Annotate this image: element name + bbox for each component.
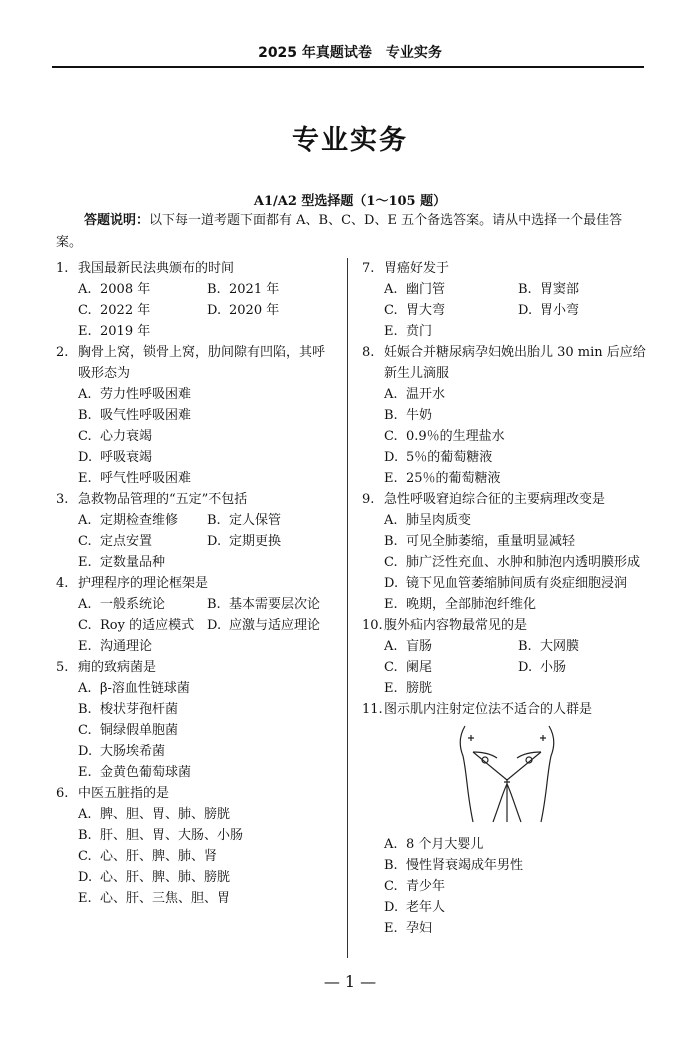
option-text: 5％的葡萄糖液 bbox=[406, 450, 493, 465]
answer-option bbox=[78, 426, 336, 447]
option-letter: B. bbox=[518, 639, 532, 654]
question-stem: 护理程序的理论框架是 bbox=[78, 576, 209, 591]
header-rule bbox=[52, 66, 644, 68]
question bbox=[56, 657, 336, 783]
answer-option bbox=[207, 615, 336, 636]
question-number: 11. bbox=[362, 702, 383, 717]
option-letter: D. bbox=[78, 870, 93, 885]
injection-site-figure bbox=[457, 722, 557, 824]
option-text: 胃窦部 bbox=[540, 282, 580, 297]
option-text: 晚期，全部肺泡纤维化 bbox=[406, 597, 537, 612]
question-stem: 胸骨上窝，锁骨上窝，肋间隙有凹陷，其呼吸形态为 bbox=[78, 345, 326, 381]
answer-option bbox=[518, 636, 652, 657]
section-heading: A1/A2 型选择题（1～105 题） bbox=[253, 194, 447, 209]
option-text: 定点安置 bbox=[100, 534, 153, 549]
option-text: 2008 年 bbox=[100, 282, 151, 297]
option-letter: D. bbox=[78, 450, 93, 465]
option-text: 贲门 bbox=[406, 324, 433, 339]
option-letter: C. bbox=[384, 555, 398, 570]
question-stem: 胃癌好发于 bbox=[384, 261, 450, 276]
instructions-lead: 答题说明： bbox=[84, 213, 150, 228]
option-text: 吸气性呼吸困难 bbox=[100, 408, 192, 423]
option-letter: E. bbox=[78, 471, 92, 486]
option-text: 青少年 bbox=[406, 879, 446, 894]
question-number: 1. bbox=[56, 261, 69, 276]
question-stem: 腹外疝内容物最常见的是 bbox=[384, 618, 528, 633]
option-text: 2020 年 bbox=[229, 303, 280, 318]
option-letter: E. bbox=[78, 765, 92, 780]
answer-option bbox=[78, 762, 336, 783]
option-letter: E. bbox=[78, 555, 92, 570]
question-stem: 急救物品管理的“五定”不包括 bbox=[78, 492, 248, 507]
option-text: 肺呈肉质变 bbox=[406, 513, 472, 528]
answer-option bbox=[78, 741, 336, 762]
answer-option bbox=[78, 594, 207, 615]
option-letter: B. bbox=[78, 702, 92, 717]
option-letter: C. bbox=[78, 723, 92, 738]
answer-option bbox=[78, 867, 336, 888]
option-text: 大网膜 bbox=[540, 639, 580, 654]
option-text: 小肠 bbox=[540, 660, 567, 675]
answer-option bbox=[78, 678, 336, 699]
option-letter: B. bbox=[78, 408, 92, 423]
option-letter: C. bbox=[78, 849, 92, 864]
option-text: 梭状芽孢杆菌 bbox=[100, 702, 179, 717]
question-number: 9. bbox=[362, 492, 375, 507]
answer-option bbox=[78, 825, 336, 846]
answer-option bbox=[384, 876, 652, 897]
answer-option bbox=[384, 426, 652, 447]
question-stem: 中医五脏指的是 bbox=[78, 786, 170, 801]
answer-option bbox=[207, 531, 336, 552]
answer-option bbox=[78, 405, 336, 426]
option-text: 大肠埃希菌 bbox=[100, 744, 166, 759]
option-letter: B. bbox=[207, 597, 221, 612]
answer-option bbox=[384, 279, 518, 300]
option-letter: B. bbox=[207, 513, 221, 528]
option-text: 肝、胆、胃、大肠、小肠 bbox=[100, 828, 244, 843]
question bbox=[56, 342, 336, 489]
question-number: 2. bbox=[56, 345, 69, 360]
option-text: 胃小弯 bbox=[540, 303, 580, 318]
question-stem: 我国最新民法典颁布的时间 bbox=[78, 261, 235, 276]
option-letter: C. bbox=[384, 660, 398, 675]
answer-option bbox=[78, 720, 336, 741]
option-text: 定期更换 bbox=[229, 534, 282, 549]
option-text: 脾、胆、胃、肺、膀胱 bbox=[100, 807, 231, 822]
answer-option bbox=[78, 321, 336, 342]
answer-option bbox=[78, 552, 336, 573]
question-stem: 妊娠合并糖尿病孕妇娩出胎儿 30 min 后应给新生儿滴服 bbox=[384, 345, 646, 381]
option-text: 心、肝、三焦、胆、胃 bbox=[100, 891, 231, 906]
option-letter: E. bbox=[384, 324, 398, 339]
question bbox=[362, 699, 652, 939]
option-letter: B. bbox=[518, 282, 532, 297]
question-number: 8. bbox=[362, 345, 375, 360]
running-header: 2025 年真题试卷 专业实务 bbox=[258, 45, 442, 61]
option-letter: A. bbox=[78, 681, 92, 696]
answer-option bbox=[207, 594, 336, 615]
option-text: 盲肠 bbox=[406, 639, 433, 654]
question bbox=[56, 573, 336, 657]
option-letter: B. bbox=[384, 408, 398, 423]
answer-option bbox=[78, 384, 336, 405]
option-text: 2019 年 bbox=[100, 324, 151, 339]
answer-option bbox=[384, 594, 652, 615]
option-letter: B. bbox=[78, 828, 92, 843]
answer-option bbox=[78, 699, 336, 720]
option-text: 肺广泛性充血、水肿和肺泡内透明膜形成 bbox=[406, 555, 641, 570]
answer-option bbox=[78, 279, 207, 300]
answer-option bbox=[384, 384, 652, 405]
answer-option bbox=[207, 300, 336, 321]
option-text: 可见全肺萎缩，重量明显减轻 bbox=[406, 534, 576, 549]
option-letter: A. bbox=[78, 387, 92, 402]
option-text: 2022 年 bbox=[100, 303, 151, 318]
option-text: 劳力性呼吸困难 bbox=[100, 387, 192, 402]
answer-option bbox=[78, 300, 207, 321]
option-text: 一般系统论 bbox=[100, 597, 166, 612]
answer-option bbox=[207, 279, 336, 300]
answer-option bbox=[384, 405, 652, 426]
option-letter: E. bbox=[78, 891, 92, 906]
answer-option bbox=[384, 447, 652, 468]
option-text: 胃大弯 bbox=[406, 303, 446, 318]
answer-option bbox=[384, 897, 652, 918]
option-text: 铜绿假单胞菌 bbox=[100, 723, 179, 738]
option-letter: A. bbox=[78, 513, 92, 528]
option-text: 镜下见血管萎缩肺间质有炎症细胞浸润 bbox=[406, 576, 628, 591]
option-text: 定数量品种 bbox=[100, 555, 166, 570]
answer-option bbox=[384, 855, 652, 876]
left-column bbox=[56, 258, 336, 909]
option-letter: C. bbox=[384, 429, 398, 444]
option-text: 膀胱 bbox=[406, 681, 433, 696]
question-stem: 痈的致病菌是 bbox=[78, 660, 157, 675]
option-text: Roy 的适应模式 bbox=[100, 618, 195, 633]
answer-option bbox=[384, 510, 652, 531]
option-text: β-溶血性链球菌 bbox=[100, 681, 190, 696]
option-letter: C. bbox=[384, 303, 398, 318]
question bbox=[362, 489, 652, 615]
option-text: 定人保管 bbox=[229, 513, 282, 528]
page-number: — 1 — bbox=[323, 972, 377, 991]
question-stem: 急性呼吸窘迫综合征的主要病理改变是 bbox=[384, 492, 606, 507]
option-text: 慢性肾衰竭成年男性 bbox=[406, 858, 524, 873]
option-text: 心力衰竭 bbox=[100, 429, 153, 444]
option-letter: D. bbox=[207, 618, 222, 633]
option-letter: C. bbox=[78, 618, 92, 633]
option-letter: E. bbox=[384, 471, 398, 486]
answer-option bbox=[518, 657, 652, 678]
answer-option bbox=[78, 468, 336, 489]
option-letter: D. bbox=[518, 660, 533, 675]
answer-option bbox=[78, 804, 336, 825]
question bbox=[56, 258, 336, 342]
option-letter: C. bbox=[78, 303, 92, 318]
option-letter: E. bbox=[384, 681, 398, 696]
option-text: 幽门管 bbox=[406, 282, 446, 297]
option-letter: B. bbox=[384, 858, 398, 873]
option-letter: E. bbox=[384, 597, 398, 612]
option-letter: C. bbox=[78, 534, 92, 549]
answer-option bbox=[78, 888, 336, 909]
option-text: 应激与适应理论 bbox=[229, 618, 321, 633]
answer-option bbox=[78, 531, 207, 552]
answer-option bbox=[384, 300, 518, 321]
option-text: 沟通理论 bbox=[100, 639, 153, 654]
answer-option bbox=[384, 573, 652, 594]
option-letter: A. bbox=[384, 513, 398, 528]
option-letter: A. bbox=[78, 597, 92, 612]
option-text: 心、肝、脾、肺、膀胱 bbox=[100, 870, 231, 885]
question bbox=[362, 342, 652, 489]
question bbox=[56, 783, 336, 909]
option-text: 心、肝、脾、肺、肾 bbox=[100, 849, 218, 864]
question bbox=[362, 258, 652, 342]
answer-option bbox=[78, 447, 336, 468]
option-letter: A. bbox=[384, 837, 398, 852]
question-number: 6. bbox=[56, 786, 69, 801]
option-text: 0.9％的生理盐水 bbox=[406, 429, 505, 444]
answer-option bbox=[518, 300, 652, 321]
option-text: 基本需要层次论 bbox=[229, 597, 321, 612]
question-stem: 图示肌内注射定位法不适合的人群是 bbox=[384, 702, 593, 717]
option-letter: C. bbox=[384, 879, 398, 894]
option-text: 8 个月大婴儿 bbox=[406, 837, 484, 852]
answer-option bbox=[78, 615, 207, 636]
question-number: 10. bbox=[362, 618, 383, 633]
option-text: 2021 年 bbox=[229, 282, 280, 297]
question-number: 3. bbox=[56, 492, 69, 507]
question-number: 4. bbox=[56, 576, 69, 591]
question bbox=[362, 615, 652, 699]
option-letter: E. bbox=[78, 639, 92, 654]
option-text: 老年人 bbox=[406, 900, 446, 915]
answer-option bbox=[207, 510, 336, 531]
answer-option bbox=[384, 918, 652, 939]
column-divider bbox=[347, 258, 348, 958]
option-letter: D. bbox=[207, 534, 222, 549]
option-letter: D. bbox=[384, 900, 399, 915]
option-letter: D. bbox=[78, 744, 93, 759]
option-letter: A. bbox=[78, 282, 92, 297]
answer-option bbox=[518, 279, 652, 300]
answer-option bbox=[384, 678, 652, 699]
option-letter: E. bbox=[384, 921, 398, 936]
option-letter: D. bbox=[518, 303, 533, 318]
answer-option bbox=[384, 834, 652, 855]
answer-option bbox=[384, 657, 518, 678]
option-letter: D. bbox=[384, 576, 399, 591]
option-letter: D. bbox=[384, 450, 399, 465]
answer-option bbox=[78, 846, 336, 867]
option-text: 金黄色葡萄球菌 bbox=[100, 765, 192, 780]
option-letter: A. bbox=[384, 282, 398, 297]
answer-instructions bbox=[56, 210, 646, 254]
option-text: 牛奶 bbox=[406, 408, 433, 423]
option-letter: A. bbox=[384, 387, 398, 402]
option-text: 定期检查维修 bbox=[100, 513, 179, 528]
answer-option bbox=[384, 531, 652, 552]
option-text: 呼气性呼吸困难 bbox=[100, 471, 192, 486]
answer-option bbox=[384, 321, 652, 342]
option-letter: D. bbox=[207, 303, 222, 318]
option-text: 呼吸衰竭 bbox=[100, 450, 153, 465]
option-letter: E. bbox=[78, 324, 92, 339]
right-column bbox=[362, 258, 652, 939]
option-text: 阑尾 bbox=[406, 660, 433, 675]
page-title: 专业实务 bbox=[292, 125, 408, 156]
answer-option bbox=[384, 552, 652, 573]
answer-option bbox=[78, 510, 207, 531]
answer-option bbox=[78, 636, 336, 657]
option-letter: B. bbox=[384, 534, 398, 549]
option-text: 孕妇 bbox=[406, 921, 433, 936]
option-letter: B. bbox=[207, 282, 221, 297]
question-number: 5. bbox=[56, 660, 69, 675]
question bbox=[56, 489, 336, 573]
option-text: 温开水 bbox=[406, 387, 446, 402]
option-text: 25％的葡萄糖液 bbox=[406, 471, 501, 486]
answer-option bbox=[384, 636, 518, 657]
option-letter: A. bbox=[78, 807, 92, 822]
question-number: 7. bbox=[362, 261, 375, 276]
option-letter: A. bbox=[384, 639, 398, 654]
answer-option bbox=[384, 468, 652, 489]
option-letter: C. bbox=[78, 429, 92, 444]
instructions-text: 以下每一道考题下面都有 A、B、C、D、E 五个备选答案。请从中选择一个最佳答案。 bbox=[56, 213, 623, 250]
